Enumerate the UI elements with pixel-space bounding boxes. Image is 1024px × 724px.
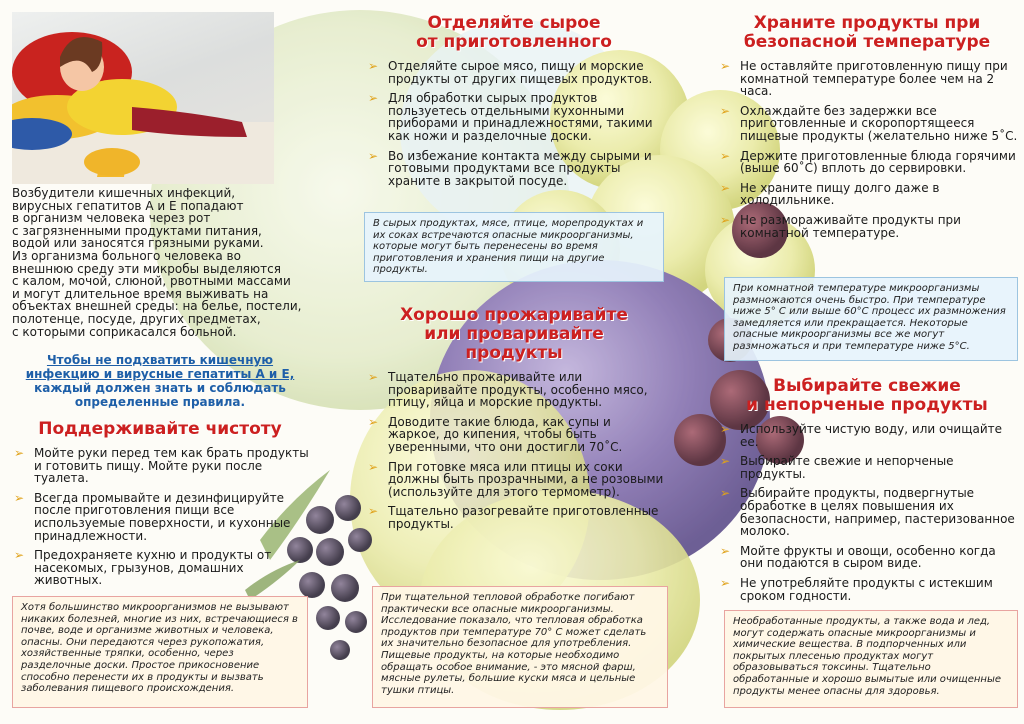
checklist [364, 60, 664, 187]
checklist [10, 447, 310, 587]
check-arrow-icon: ➢ [368, 370, 379, 384]
list-item: ➢ Предохраняете кухню и продукты от насекомых, грызунов, домашних животных. [14, 548, 272, 588]
list-item: ➢ Тщательно прожаривайте или проваривайте продукты, особенно мясо, птицу, яйца и морские продукты. [368, 370, 648, 410]
list-item: ➢ Выбирайте продукты, подвергнутые обработке в целях повышения их безопасности, например, пастеризованное молоко. [720, 486, 1015, 539]
list-item: ➢ Мойте руки перед тем как брать продукты и готовить пищу. Мойте руки после туалета. [14, 446, 309, 486]
list-item: ➢ Держите приготовленные блюда горячими (выше 60˚С) вплоть до сервировки. [720, 148, 1016, 176]
intro-line: полотенце, посуде, других предметах, [12, 311, 261, 326]
list-item: ➢ Не размораживайте продукты при комнатной температуре. [720, 212, 961, 240]
intro-line: Из организма больного человека во [12, 248, 241, 263]
check-arrow-icon: ➢ [14, 548, 25, 563]
intro-line: объектах внешней среды: на белье, постели, [12, 299, 302, 314]
intro-line: с которыми соприкасался больной. [12, 324, 237, 339]
list-item: ➢ Выбирайте свежие и непорченые продукты. [720, 454, 954, 481]
check-arrow-icon: ➢ [720, 180, 731, 195]
child-photo [12, 12, 274, 184]
check-arrow-icon: ➢ [720, 212, 731, 227]
note-cook: При тщательной тепловой обработке погибают практически все опасные микроорганизмы. Исследование показало, что тепловая обработка продуктов при температуре 70° С может сделать их значительно безопасное для употребления. Пищевые продукты, на которые необходимо обращать особое внимание, - это мясной фарш, мясные рулеты, большие куски мяса и цельные тушки птицы. [372, 586, 668, 708]
intro-line: с калом, мочой, слюной, рвотными массами [12, 274, 291, 289]
section-cook [364, 306, 664, 538]
intro-line: внешнюю среду эти микробы выделяются [12, 261, 281, 276]
check-arrow-icon: ➢ [720, 103, 731, 118]
list-item: ➢ При готовке мяса или птицы их соки должны быть прозрачными, а не розовыми (используйте для этого термометр). [368, 459, 664, 499]
intro-line: в организм человека через рот [12, 211, 211, 226]
check-arrow-icon: ➢ [720, 543, 731, 558]
intro-text [12, 187, 312, 338]
check-arrow-icon: ➢ [14, 490, 25, 505]
list-item: ➢ Используйте чистую воду, или очищайте ее. [720, 422, 1003, 449]
note-fresh: Необработанные продукты, а также вода и лед, могут содержать опасные микроорганизмы и химические вещества. В подпорченных или покрытых плесенью продуктах могут образовываться токсины. Тщательно обработанные и хорошо вымытые или очищенные продукты менее опасны для здоровья. [724, 610, 1018, 708]
intro-line: водой или заносятся грязными руками. [12, 236, 264, 251]
list-item: ➢ Всегда промывайте и дезинфицируйте после приготовления пищи все используемые поверхности, и кухонные принадлежности. [14, 490, 291, 543]
list-item: ➢ Не храните пищу долго даже в холодильнике. [720, 180, 940, 208]
section-title: Отделяйте сырое от приготовленного [416, 13, 612, 52]
check-arrow-icon: ➢ [720, 575, 731, 590]
section-title: Храните продукты при безопасной температуре [743, 13, 991, 52]
slogan-line: каждый должен знать и соблюдать [34, 381, 286, 395]
section-title: Выбирайте свежие и непорченые продукты [746, 376, 988, 415]
check-arrow-icon: ➢ [720, 422, 731, 436]
section-clean [10, 420, 310, 594]
check-arrow-icon: ➢ [368, 148, 379, 163]
checklist [716, 423, 1018, 602]
check-arrow-icon: ➢ [720, 148, 731, 163]
check-arrow-icon: ➢ [368, 91, 379, 106]
list-item: ➢ Не оставляйте приготовленную пищу при комнатной температуре более чем на 2 часа. [720, 59, 1008, 99]
check-arrow-icon: ➢ [368, 459, 379, 474]
check-arrow-icon: ➢ [368, 414, 379, 429]
intro-line: с загрязненными продуктами питания, [12, 223, 262, 238]
check-arrow-icon: ➢ [368, 59, 379, 73]
section-fresh [716, 377, 1018, 609]
note-clean: Хотя большинство микроорганизмов не вызывают никаких болезней, многие из них, встречающиеся в почве, воде и организме животных и человека, опасны. Они передаются через рукопожатия, хозяйственные тряпки, особенно, через разделочные доски. Простое прикосновение способно перенести их в продукты и вызвать заболевания пищевого происхождения. [12, 596, 308, 708]
child-illustration [12, 12, 274, 184]
note-temp: При комнатной температуре микроорганизмы размножаются очень быстро. При температуре ниже 5° С или выше 60°С процесс их размножения замедляется или прекращается. Некоторые опасные микроорганизмы все же могут размножаться и при температуре ниже 5°С. [724, 277, 1018, 361]
list-item: ➢ Отделяйте сырое мясо, пищу и морские продукты от других пищевых продуктов. [368, 59, 653, 86]
list-item: ➢ Мойте фрукты и овощи, особенно когда они подаются в сыром виде. [720, 543, 996, 571]
section-separate [364, 14, 664, 194]
check-arrow-icon: ➢ [14, 446, 25, 460]
section-title: Хорошо прожаривайте или проваривайте продукты [400, 305, 628, 363]
section-title: Поддерживайте чистоту [38, 419, 282, 439]
intro-line: Возбудители кишечных инфекций, [12, 186, 236, 200]
section-temp [716, 14, 1018, 246]
check-arrow-icon: ➢ [720, 454, 731, 469]
list-item: ➢ Доводите такие блюда, как супы и жаркое, до кипения, чтобы быть уверенными, что они достигли 70˚С. [368, 414, 623, 454]
checklist [716, 60, 1018, 239]
check-arrow-icon: ➢ [720, 59, 731, 73]
check-arrow-icon: ➢ [720, 486, 731, 501]
intro-line: вирусных гепатитов А и Е попадают [12, 198, 244, 213]
list-item: ➢ Охлаждайте без задержки все приготовленные и скоропортящееся пищевые продукты (желательно ниже 5˚С. [720, 103, 1018, 143]
slogan-line: определенные правила. [74, 395, 246, 409]
list-item: ➢ Для обработки сырых продуктов пользуетесь отдельными кухонными приборами и принадлежностями, такими как ножи и разделочные доски. [368, 91, 653, 143]
checklist [364, 371, 664, 531]
note-separate: В сырых продуктах, мясе, птице, морепродуктах и их соках встречаются опасные микроорганизмы, которые могут быть перенесены во время приготовления и хранения пищи на другие продукты. [364, 212, 664, 282]
check-arrow-icon: ➢ [368, 504, 379, 519]
list-item: ➢ Тщательно разогревайте приготовленные продукты. [368, 504, 659, 531]
slogan-line: Чтобы не подхватить кишечную [46, 353, 274, 367]
list-item: ➢ Во избежание контакта между сырыми и готовыми продуктами все продукты храните в закрытой посуде. [368, 148, 652, 188]
list-item: ➢ Не употребляйте продукты с истекшим сроком годности. [720, 575, 993, 603]
slogan [12, 353, 308, 409]
intro-line: и могут длительное время выживать на [12, 286, 269, 301]
slogan-line: инфекцию и вирусные гепатиты А и Е, [25, 367, 295, 381]
